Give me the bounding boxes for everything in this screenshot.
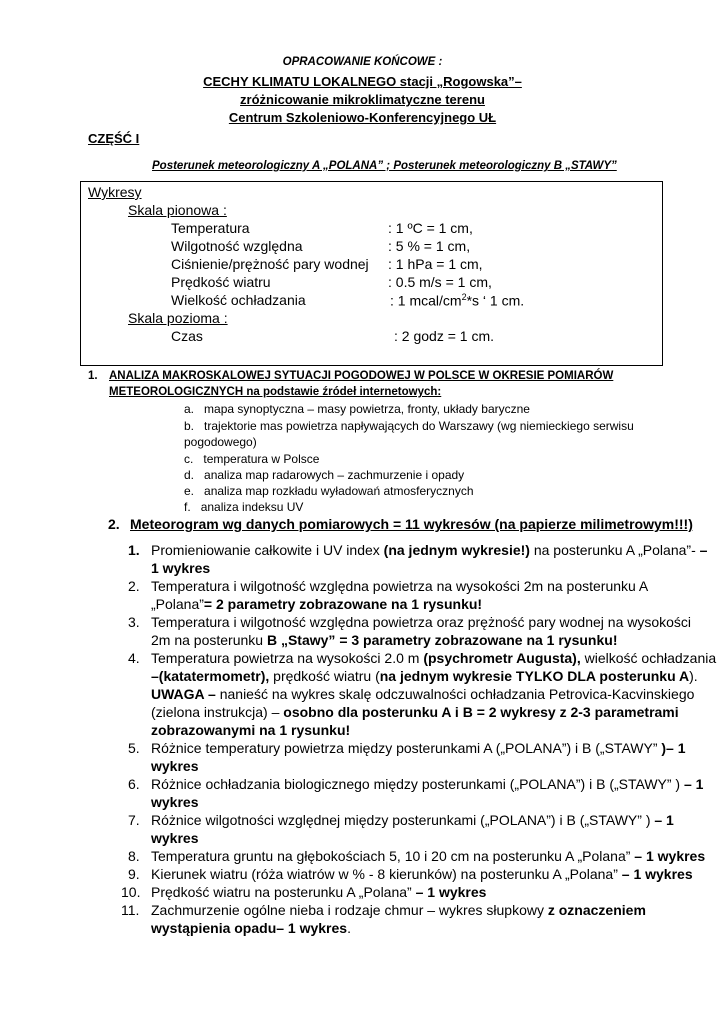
list-item: b. trajektorie mas powietrza napływających do Warszawy (wg niemieckiego serwisu [184, 419, 634, 433]
list-item-continuation: 2m na posterunku B „Stawy” = 3 parametry zobrazowane na 1 rysunku! [151, 632, 618, 648]
list-item-continuation: –(katatermometr), prędkość wiatru (na jednym wykresie TYLKO DLA posterunku A). [151, 668, 698, 684]
list-item-continuation: wykres [151, 794, 199, 810]
item-number: 8. [128, 848, 140, 864]
item-number: 9. [128, 866, 140, 882]
list-item: Temperatura gruntu na głębokościach 5, 10 i 20 cm na posterunku A „Polana” – 1 wykres [151, 848, 706, 864]
horizontal-scale-label: Skala pozioma : [128, 310, 228, 326]
item-number: 7. [128, 812, 140, 828]
list-item: c. temperatura w Polsce [184, 452, 320, 466]
scale-row-value: : 1 ºC = 1 cm, [388, 220, 473, 236]
item-number: 10. [121, 884, 141, 900]
list-item-continuation: „Polana”= 2 parametry zobrazowane na 1 rysunku! [151, 596, 483, 612]
list-item: Promieniowanie całkowite i UV index (na jednym wykresie!) na posterunku A „Polana”- – [151, 542, 708, 558]
doc-heading-line2: CECHY KLIMATU LOKALNEGO stacji „Rogowska”– [203, 74, 522, 89]
item-number: 11. [121, 902, 140, 918]
list-item: e. analiza map rozkładu wyładowań atmosferycznych [184, 484, 474, 498]
list-item-continuation: wystąpienia opadu– 1 wykres. [151, 920, 351, 936]
doc-heading-line3: zróżnicowanie mikroklimatyczne terenu [240, 92, 485, 107]
scale-row-label: Wielkość ochładzania [171, 292, 306, 308]
scale-row-label: Wilgotność względna [171, 238, 303, 254]
list-item: Różnice ochładzania biologicznego między posterunkami („POLANA”) i B („STAWY” ) – 1 [151, 776, 704, 792]
section2-title: Meteorogram wg danych pomiarowych = 11 wykresów (na papierze milimetrowym!!!) [130, 516, 693, 532]
box-title: Wykresy [88, 184, 142, 200]
scale-row-label: Temperatura [171, 220, 250, 236]
item-number: 4. [128, 650, 140, 666]
section1-title-line1: ANALIZA MAKROSKALOWEJ SYTUACJI POGODOWEJ W POLSCE W OKRESIE POMIARÓW [109, 370, 614, 382]
list-item-continuation: zobrazowanymi na 1 rysunku! [151, 722, 351, 738]
time-label: Czas [171, 328, 203, 344]
list-item-continuation: wykres [151, 830, 199, 846]
list-item-continuation: UWAGA – nanieść na wykres skalę odczuwalności ochładzania Petrovica-Kacvinskiego [151, 686, 695, 702]
item-number: 6. [128, 776, 140, 792]
posts-line: Posterunek meteorologiczny A „POLANA” ; Posterunek meteorologiczny B „STAWY” [152, 160, 617, 172]
list-item: a. mapa synoptyczna – masy powietrza, fronty, układy baryczne [184, 402, 530, 416]
list-item: Zachmurzenie ogólne nieba i rodzaje chmur – wykres słupkowy z oznaczeniem [151, 902, 646, 918]
section1-title-line2: METEOROLOGICZNYCH na podstawie źródeł internetowych: [109, 386, 442, 398]
scale-row-label: Prędkość wiatru [171, 274, 271, 290]
section2-number: 2. [108, 516, 120, 532]
list-item: Kierunek wiatru (róża wiatrów w % - 8 kierunków) na posterunku A „Polana” – 1 wykres [151, 866, 693, 882]
list-item: Temperatura i wilgotność względna powietrza na wysokości 2m na posterunku A [151, 578, 649, 594]
list-item: Temperatura powietrza na wysokości 2.0 m (psychrometr Augusta), wielkość ochładzania [151, 650, 717, 666]
list-item: f. analiza indeksu UV [184, 500, 304, 514]
vertical-scale-label: Skala pionowa : [128, 202, 227, 218]
time-value: : 2 godz = 1 cm. [394, 328, 494, 344]
list-item-continuation: wykres [151, 758, 199, 774]
scale-row-value: : 1 hPa = 1 cm, [388, 256, 483, 272]
item-number: 2. [128, 578, 140, 594]
list-item: Prędkość wiatru na posterunku A „Polana” – 1 wykres [151, 884, 487, 900]
list-item: d. analiza map radarowych – zachmurzenie i opady [184, 468, 465, 482]
item-number: 3. [128, 614, 140, 630]
item-number: 5. [128, 740, 140, 756]
scale-row-label: Ciśnienie/prężność pary wodnej [171, 256, 369, 272]
scale-row-value: : 1 mcal/$cm^2*s$ ‘ 1 cm. [390, 292, 525, 309]
scale-row-value: : 0.5 m/s = 1 cm, [388, 274, 492, 290]
list-item-continuation: 1 wykres [151, 560, 211, 576]
list-item: Różnice temperatury powietrza między posterunkami A („POLANA”) i B („STAWY” )– 1 [151, 740, 686, 756]
list-item-continuation: pogodowego) [184, 435, 257, 449]
list-item-continuation: (zielona instrukcja) – osobno dla posterunku A i B = 2 wykresy z 2-3 parametrami [151, 704, 679, 720]
list-item: Różnice wilgotności względnej między posterunkami („POLANA”) i B („STAWY” ) – 1 [151, 812, 674, 828]
section1-number: 1. [88, 370, 98, 382]
doc-heading-line1: OPRACOWANIE KOŃCOWE : [282, 56, 443, 68]
part-label: CZĘŚĆ I [88, 131, 140, 146]
item-number: 1. [128, 542, 140, 558]
scale-row-value: : 5 % = 1 cm, [388, 238, 471, 254]
list-item: Temperatura i wilgotność względna powietrza oraz prężność pary wodnej na wysokości [151, 614, 692, 630]
doc-heading-line4: Centrum Szkoleniowo-Konferencyjnego UŁ [228, 110, 497, 125]
